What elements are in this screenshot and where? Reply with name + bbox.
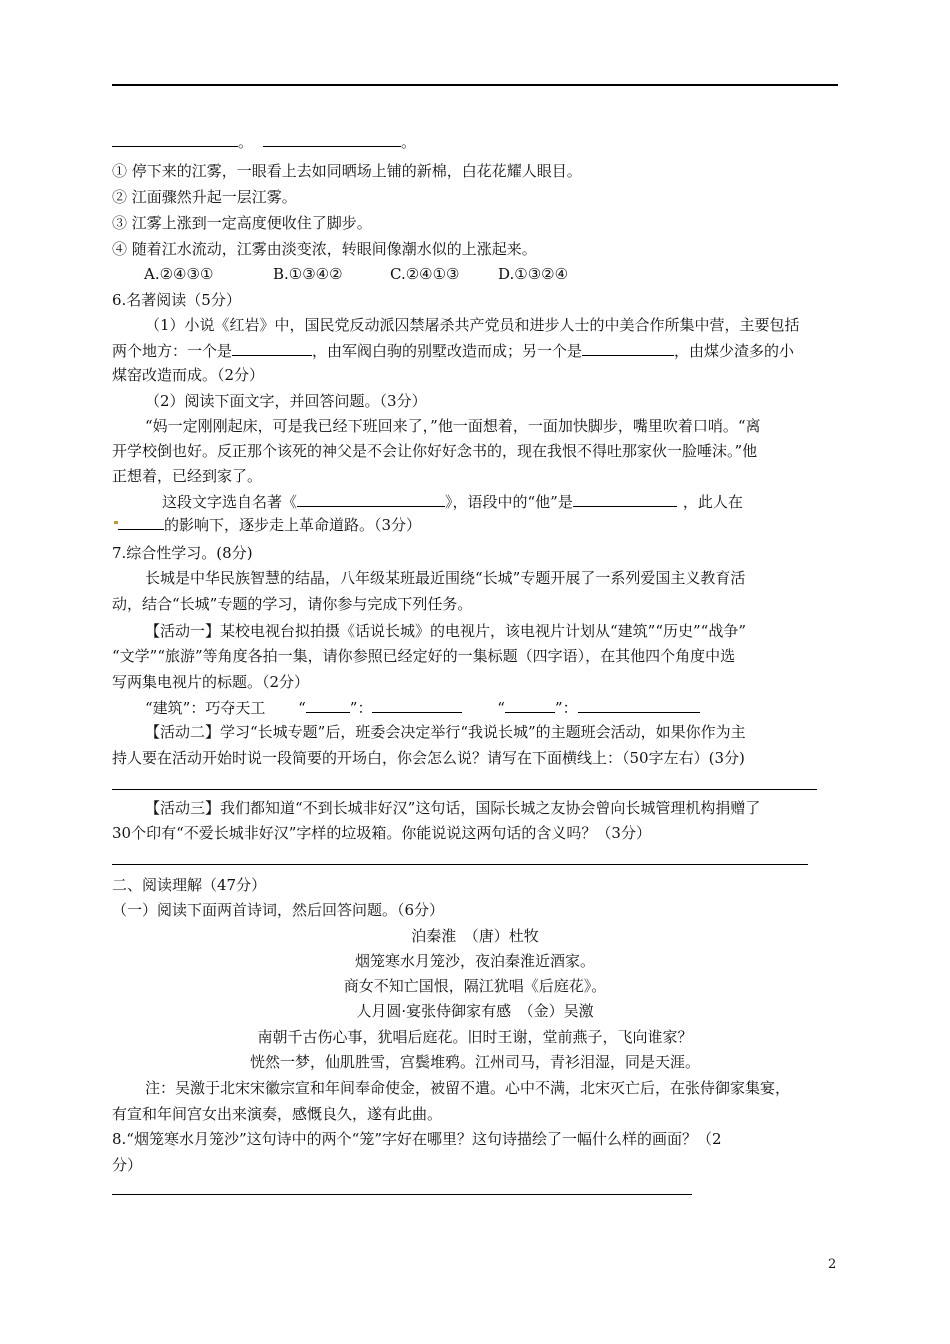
poem-note-2: 有宣和年间宫女出来演奏，感慨良久，遂有此曲。 (112, 1105, 443, 1123)
answer-line[interactable] (112, 1194, 692, 1195)
q7-titles-row: “建筑”：巧夺天工 “ ”： “ ”： (145, 697, 700, 718)
poem2-line1: 南朝千古伤心事，犹唱后庭花。旧时王谢，堂前燕子，飞向谁家？ (257, 1028, 693, 1046)
answer-blank[interactable] (372, 697, 462, 713)
option-a: A.②④③① (144, 265, 214, 283)
poem1-line1: 烟笼寒水月笼沙，夜泊秦淮近酒家。 (354, 952, 595, 970)
answer-blank[interactable] (263, 131, 401, 147)
q6-p1-line2: 两个地方：一个是 ，由军阀白驹的别墅改造而成；另一个是 ，由煤少渣多的小 (112, 342, 795, 360)
q8-line1: 8.“烟笼寒水月笼沙”这句诗中的两个“笼”字好在哪里？这句诗描绘了一幅什么样的画面？（2 (112, 1130, 722, 1148)
q6-answer-line1: 这段文字选自名著《 》，语段中的“他”是 ，此人在 (162, 493, 743, 511)
answer-line[interactable] (112, 789, 817, 790)
q7-activity3-1: 【活动三】我们都知道“不到长城非好汉”这句话，国际长城之友协会曾向长城管理机构捐赠了 (145, 799, 761, 817)
q6-p1-line3: 煤窑改造而成。（2分） (112, 366, 265, 384)
q6-p2: （2）阅读下面文字，并回答问题。（3分） (145, 392, 427, 410)
poem1-line2: 商女不知亡国恨，隔江犹唱《后庭花》。 (343, 977, 607, 995)
q6-quote-3: 正想着，已经到家了。 (112, 467, 263, 485)
q8-line2: 分） (112, 1156, 143, 1174)
option-d: D.①③②④ (498, 265, 569, 283)
option-b: B.①③④② (273, 265, 343, 283)
answer-blank[interactable] (578, 697, 700, 713)
answer-blank[interactable] (232, 340, 312, 356)
answer-blank[interactable] (118, 514, 164, 530)
q7-activity1-1: 【活动一】某校电视台拟拍摄《话说长城》的电视片，该电视片计划从“建筑”“历史”“战争” (145, 622, 747, 640)
answer-blank[interactable] (573, 491, 677, 507)
answer-line[interactable] (112, 864, 808, 865)
section2-sub1: （一）阅读下面两首诗词，然后回答问题。（6分） (112, 901, 445, 919)
q7-activity1-2: “文学”“旅游”等角度各拍一集，请你参照已经定好的一集标题（四字语），在其他四个角度中选 (112, 647, 736, 665)
page-number: 2 (828, 1257, 837, 1272)
q7-intro-1: 长城是中华民族智慧的结晶，八年级某班最近围绕“长城”专题开展了一系列爱国主义教育活 (145, 569, 746, 587)
q6-quote-2: 开学校倒也好。反正那个该死的神父是不会让你好好念书的，现在我恨不得吐那家伙一脸唾沫。”他 (112, 442, 758, 460)
answer-blank[interactable] (582, 340, 674, 356)
prev-item-3: ③ 江雾上涨到一定高度便收住了脚步。 (112, 214, 372, 232)
q7-activity3-2: 30个印有“不爱长城非好汉”字样的垃圾箱。你能说说这两句话的含义吗？（3分） (112, 824, 651, 842)
prev-item-1: ① 停下来的江雾，一眼看上去如同晒场上铺的新棉，白花花耀人眼目。 (112, 162, 582, 180)
q6-p1-line1: （1）小说《红岩》中，国民党反动派囚禁屠杀共产党员和进步人士的中美合作所集中营，主要包括 (145, 316, 800, 334)
answer-blank[interactable] (112, 131, 238, 147)
option-c: C.②④①③ (390, 265, 460, 283)
q7-title: 7.综合性学习。(8分) (112, 544, 253, 562)
q6-quote-1: “妈一定刚刚起床，可是我已经下班回来了，”他一面想着，一面加快脚步，嘴里吹着口哨。“离 (145, 417, 761, 435)
q7-intro-2: 动，结合“长城”专题的学习，请你参与完成下列任务。 (112, 595, 473, 613)
poem1-title: 泊秦淮 （唐）杜牧 (411, 927, 539, 945)
q6-answer-line2: 的影响下，逐步走上革命道路。（3分） (118, 514, 421, 535)
poem-note-1: 注：吴激于北宋宋徽宗宣和年间奉命使金，被留不遣。心中不满，北宋灭亡后，在张侍御家集宴， (145, 1079, 791, 1097)
q7-activity2-2: 持人要在活动开始时说一段简要的开场白，你会怎么说？请写在下面横线上：（50字左右）(3分) (112, 749, 745, 767)
q7-activity2-1: 【活动二】学习“长城专题”后，班委会决定举行“我说长城”的主题班会活动，如果你作为主 (145, 723, 746, 741)
answer-blank[interactable] (505, 697, 555, 713)
q7-activity1-3: 写两集电视片的标题。（2分） (112, 673, 310, 691)
prev-item-4: ④ 随着江水流动，江雾由淡变浓，转眼间像潮水似的上涨起来。 (112, 240, 537, 258)
answer-blank[interactable] (306, 697, 350, 713)
answer-blank[interactable] (297, 491, 445, 507)
poem2-line2: 恍然一梦，仙肌胜雪，宫鬓堆鸦。江州司马，青衫泪湿，同是天涯。 (249, 1053, 700, 1071)
prev-answer-line: 。 。 (112, 131, 416, 152)
prev-item-2: ② 江面骤然升起一层江雾。 (112, 188, 297, 206)
q6-title: 6.名著阅读（5分） (112, 291, 241, 309)
poem2-title: 人月圆·宴张侍御家有感 （金）吴激 (356, 1002, 594, 1020)
header-rule (112, 84, 838, 86)
section2-title: 二、阅读理解（47分） (112, 876, 267, 894)
